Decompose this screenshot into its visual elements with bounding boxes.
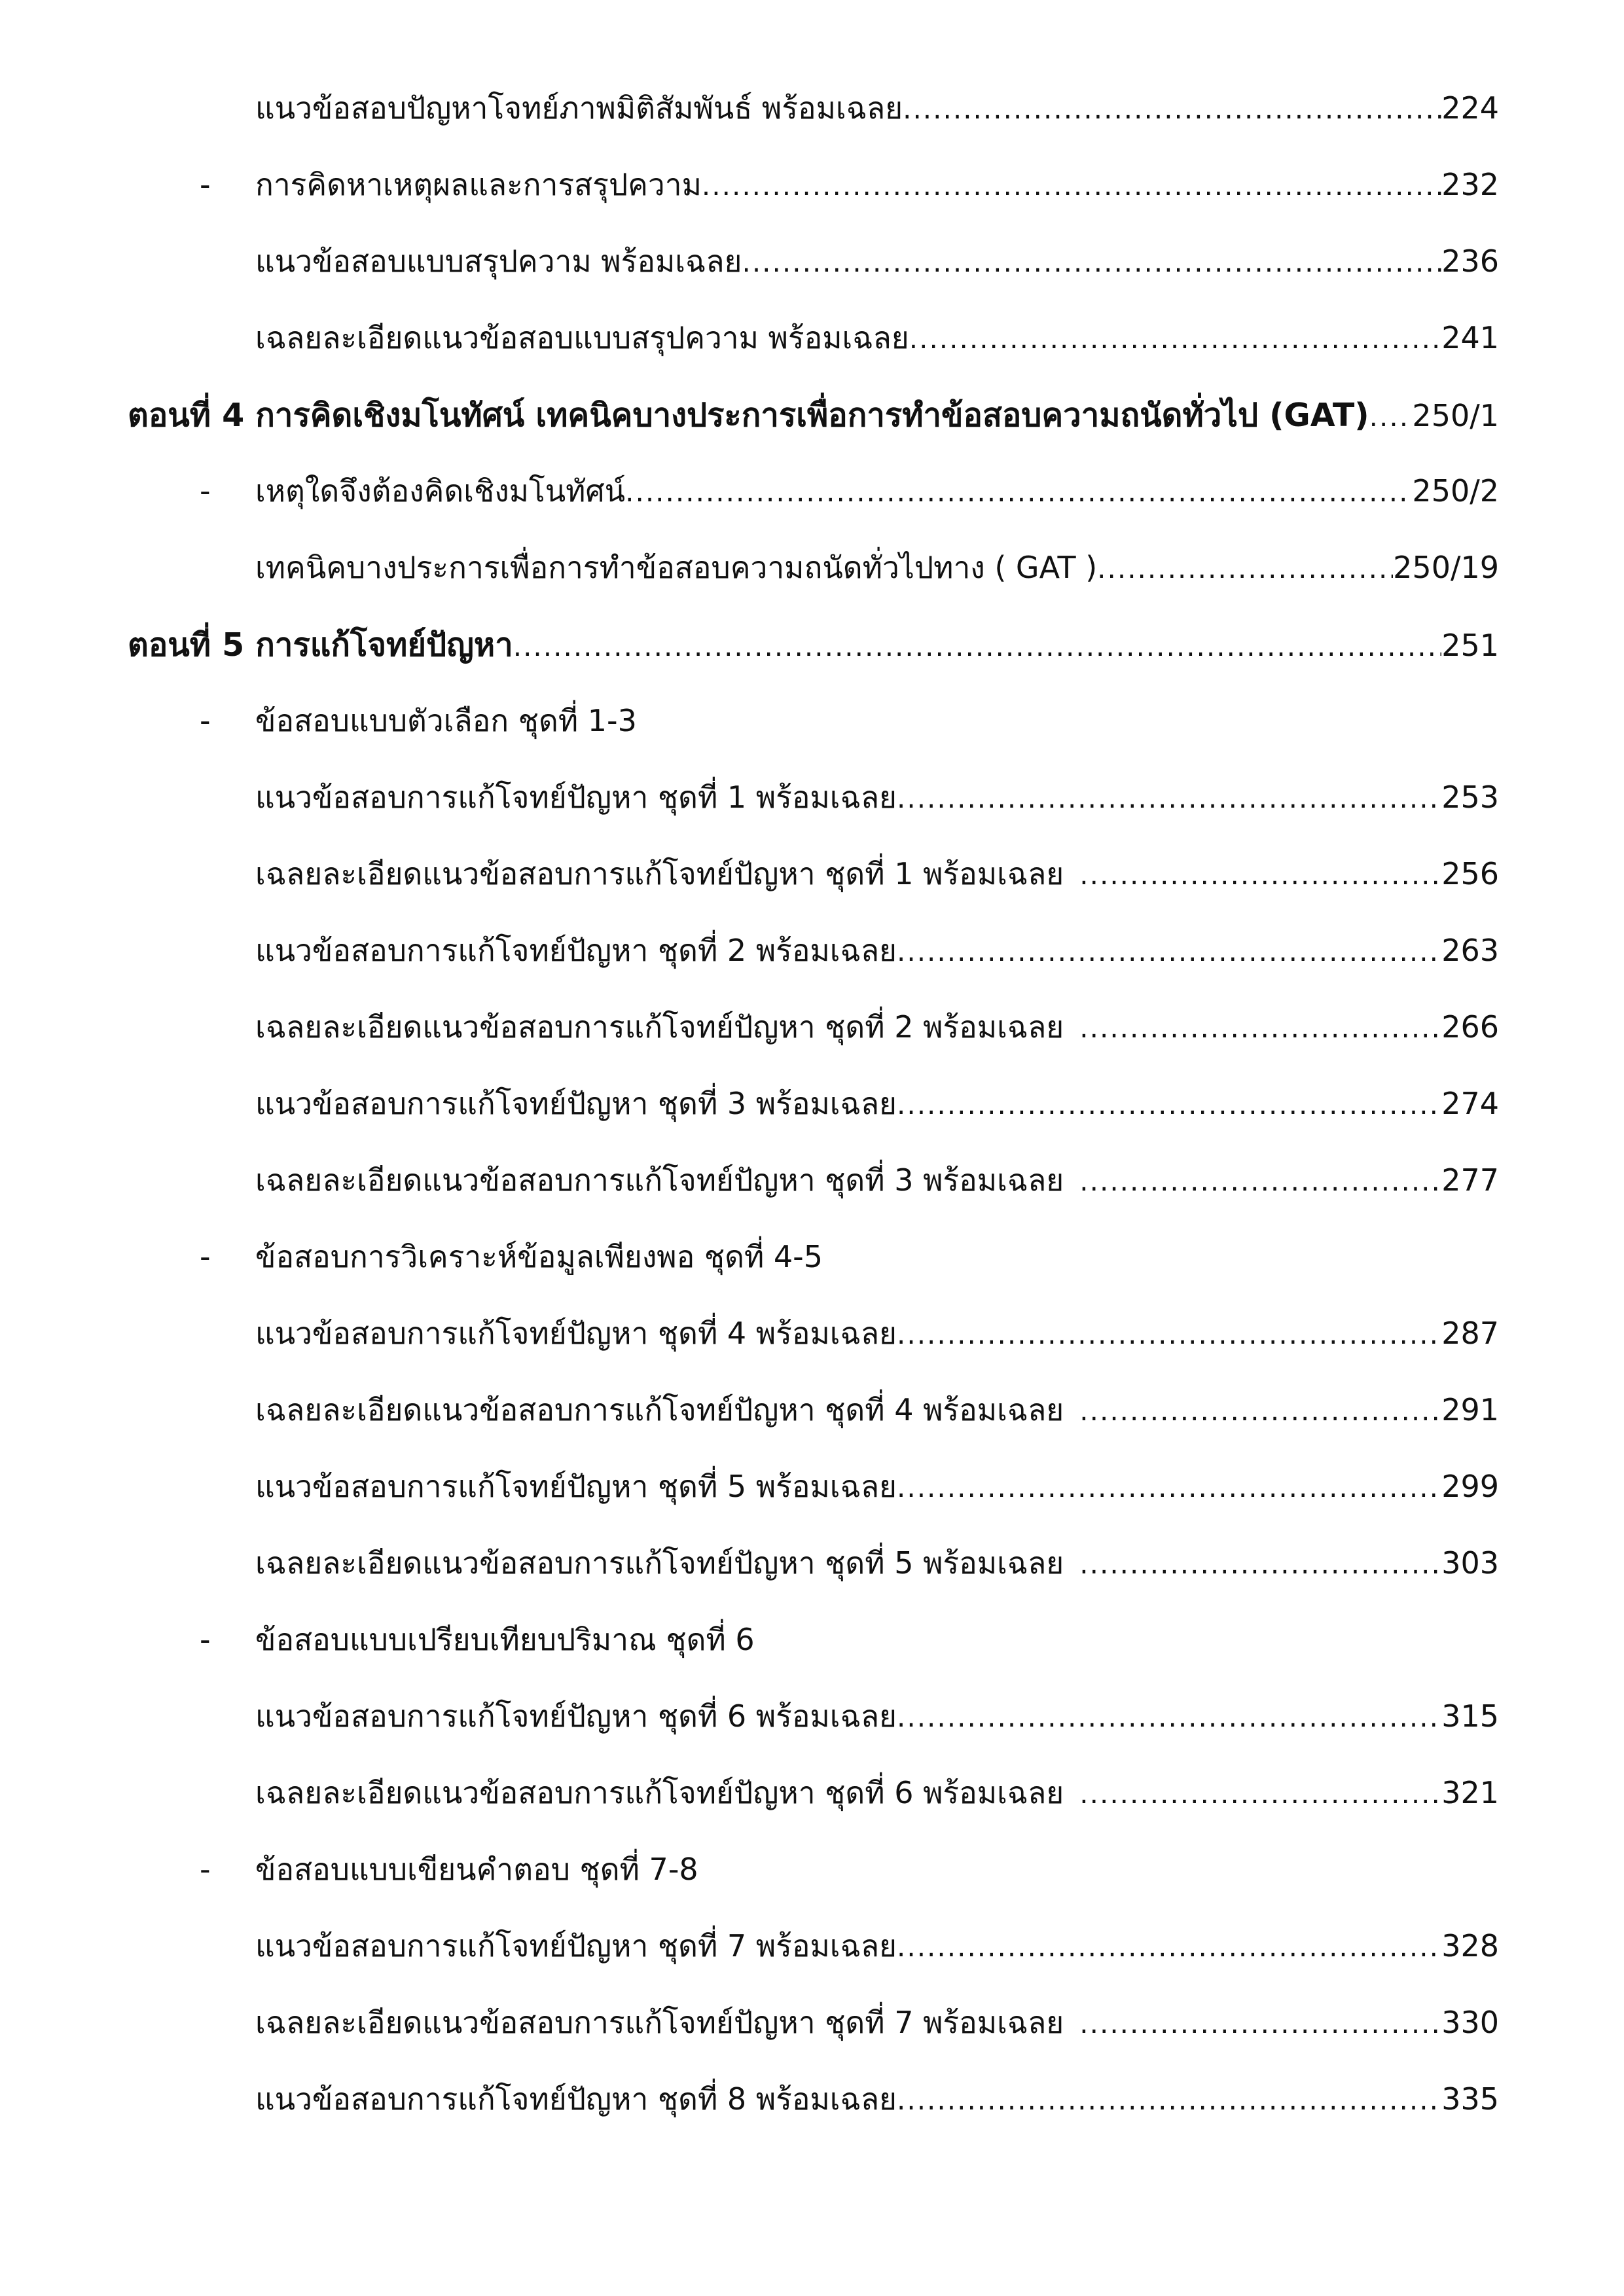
- dot-leader: [1079, 2010, 1441, 2037]
- entry-title: เฉลยละเอียดแนวข้อสอบการแก้โจทย์ปัญหา ชุดที่ 6 พร้อมเฉลย: [255, 1775, 1064, 1810]
- dash-bullet: -: [200, 473, 211, 509]
- page-number: 251: [1441, 628, 1499, 663]
- entry-title: แนวข้อสอบการแก้โจทย์ปัญหา ชุดที่ 8 พร้อมเฉลย: [255, 2081, 897, 2117]
- entry-title: เฉลยละเอียดแนวข้อสอบการแก้โจทย์ปัญหา ชุดที่ 1 พร้อมเฉลย: [255, 856, 1064, 891]
- toc-entry: [128, 525, 1499, 601]
- dot-leader: [1079, 1397, 1441, 1425]
- entry-title: การคิดหาเหตุผลและการสรุปความ: [255, 167, 702, 202]
- dot-leader: [1079, 1168, 1441, 1195]
- entry-title: แนวข้อสอบการแก้โจทย์ปัญหา ชุดที่ 3 พร้อมเฉลย: [255, 1086, 897, 1121]
- entry-title: ตอนที่ 5 การแก้โจทย์ปัญหา: [128, 626, 513, 664]
- toc-entry: [128, 984, 1499, 1061]
- toc-entry: [128, 1903, 1499, 1980]
- toc-entry: [128, 1138, 1499, 1214]
- toc-entry: [128, 1520, 1499, 1597]
- page-number: 250/19: [1393, 550, 1499, 585]
- page-number: 291: [1441, 1392, 1499, 1427]
- entry-title: แนวข้อสอบการแก้โจทย์ปัญหา ชุดที่ 5 พร้อมเฉลย: [255, 1469, 897, 1504]
- page-number: 250/1: [1412, 398, 1499, 433]
- dot-leader: [897, 1321, 1441, 1348]
- toc-entry: [128, 1291, 1499, 1367]
- page-number: 315: [1441, 1698, 1499, 1734]
- entry-title: แนวข้อสอบการแก้โจทย์ปัญหา ชุดที่ 1 พร้อมเฉลย: [255, 780, 897, 815]
- toc-entry: [128, 1061, 1499, 1138]
- toc-entry: [128, 1444, 1499, 1520]
- entry-title: เฉลยละเอียดแนวข้อสอบแบบสรุปความ พร้อมเฉลย: [255, 320, 909, 355]
- entry-title: แนวข้อสอบการแก้โจทย์ปัญหา ชุดที่ 6 พร้อมเฉลย: [255, 1698, 897, 1734]
- entry-title: ข้อสอบแบบเขียนคำตอบ ชุดที่ 7-8: [255, 1852, 698, 1887]
- page-number: 250/2: [1412, 473, 1499, 509]
- dot-leader: [903, 96, 1441, 123]
- page-number: 330: [1441, 2005, 1499, 2040]
- toc-entry: [128, 65, 1499, 142]
- page-number: 241: [1441, 320, 1499, 355]
- toc-entry: [128, 1214, 1499, 1291]
- entry-title: ข้อสอบแบบเปรียบเทียบปริมาณ ชุดที่ 6: [255, 1622, 755, 1657]
- dot-leader: [897, 1474, 1441, 1501]
- toc-entry: [128, 448, 1499, 525]
- toc-entry: [128, 831, 1499, 908]
- page-number: 321: [1441, 1775, 1499, 1810]
- page-number: 299: [1441, 1469, 1499, 1504]
- entry-title: เฉลยละเอียดแนวข้อสอบการแก้โจทย์ปัญหา ชุดที่ 2 พร้อมเฉลย: [255, 1009, 1064, 1045]
- entry-title: เทคนิคบางประการเพื่อการทำข้อสอบความถนัดทั่วไปทาง ( GAT ): [255, 550, 1098, 585]
- page-number: 303: [1441, 1545, 1499, 1581]
- dot-leader: [1079, 861, 1441, 889]
- entry-title: ตอนที่ 4 การคิดเชิงมโนทัศน์ เทคนิคบางประการเพื่อการทำข้อสอบความถนัดทั่วไป (GAT): [128, 397, 1369, 434]
- dot-leader: [897, 1933, 1441, 1961]
- entry-title: เฉลยละเอียดแนวข้อสอบการแก้โจทย์ปัญหา ชุดที่ 4 พร้อมเฉลย: [255, 1392, 1064, 1427]
- page-number: 335: [1441, 2081, 1499, 2117]
- toc-entry: [128, 1367, 1499, 1444]
- toc-entry: [128, 2056, 1499, 2133]
- dash-bullet: -: [200, 1852, 211, 1887]
- toc-section-entry: [128, 372, 1499, 448]
- dot-leader: [513, 633, 1441, 660]
- entry-title: แนวข้อสอบการแก้โจทย์ปัญหา ชุดที่ 2 พร้อมเฉลย: [255, 933, 897, 968]
- entry-title: แนวข้อสอบการแก้โจทย์ปัญหา ชุดที่ 7 พร้อมเฉลย: [255, 1928, 897, 1964]
- toc-entry: [128, 1597, 1499, 1674]
- dash-bullet: -: [200, 167, 211, 202]
- page-number: 277: [1441, 1162, 1499, 1198]
- page-number: 287: [1441, 1316, 1499, 1351]
- page-number: 232: [1441, 167, 1499, 202]
- page-number: 253: [1441, 780, 1499, 815]
- entry-title: เหตุใดจึงต้องคิดเชิงมโนทัศน์: [255, 473, 626, 509]
- toc-entry: [128, 1750, 1499, 1827]
- entry-title: แนวข้อสอบแบบสรุปความ พร้อมเฉลย: [255, 243, 742, 279]
- toc-entry: [128, 1674, 1499, 1750]
- dot-leader: [1079, 1551, 1441, 1578]
- entry-title: แนวข้อสอบการแก้โจทย์ปัญหา ชุดที่ 4 พร้อมเฉลย: [255, 1316, 897, 1351]
- toc-entry: [128, 142, 1499, 219]
- entry-title: เฉลยละเอียดแนวข้อสอบการแก้โจทย์ปัญหา ชุดที่ 7 พร้อมเฉลย: [255, 2005, 1064, 2040]
- dot-leader: [909, 325, 1441, 353]
- toc-entry: [128, 1980, 1499, 2056]
- dot-leader: [897, 938, 1441, 965]
- page-number: 263: [1441, 933, 1499, 968]
- dot-leader: [897, 2087, 1441, 2114]
- toc-section-entry: [128, 601, 1499, 678]
- dot-leader: [1079, 1014, 1441, 1042]
- entry-title: ข้อสอบแบบตัวเลือก ชุดที่ 1-3: [255, 703, 637, 738]
- toc-entry: [128, 755, 1499, 831]
- page-number: 256: [1441, 856, 1499, 891]
- toc-entry: [128, 219, 1499, 295]
- entry-title: ข้อสอบการวิเคราะห์ข้อมูลเพียงพอ ชุดที่ 4-5: [255, 1239, 823, 1274]
- page-number: 236: [1441, 243, 1499, 279]
- toc-entry: [128, 295, 1499, 372]
- toc-entry: [128, 1827, 1499, 1903]
- dash-bullet: -: [200, 1239, 211, 1274]
- dot-leader: [625, 478, 1412, 506]
- toc-entry: [128, 678, 1499, 755]
- dash-bullet: -: [200, 703, 211, 738]
- toc-entry: [128, 908, 1499, 984]
- entry-title: เฉลยละเอียดแนวข้อสอบการแก้โจทย์ปัญหา ชุดที่ 3 พร้อมเฉลย: [255, 1162, 1064, 1198]
- dot-leader: [897, 1091, 1441, 1119]
- entry-title: แนวข้อสอบปัญหาโจทย์ภาพมิติสัมพันธ์ พร้อมเฉลย: [255, 90, 903, 126]
- dot-leader: [742, 249, 1441, 276]
- entry-title: เฉลยละเอียดแนวข้อสอบการแก้โจทย์ปัญหา ชุดที่ 5 พร้อมเฉลย: [255, 1545, 1064, 1581]
- dot-leader: [1079, 1780, 1441, 1808]
- dot-leader: [897, 785, 1441, 812]
- page-number: 266: [1441, 1009, 1499, 1045]
- dot-leader: [702, 172, 1441, 200]
- page-number: 224: [1441, 90, 1499, 126]
- dot-leader: [1097, 555, 1393, 583]
- dash-bullet: -: [200, 1622, 211, 1657]
- page-number: 274: [1441, 1086, 1499, 1121]
- dot-leader: [897, 1704, 1441, 1731]
- dot-leader: [1369, 403, 1413, 431]
- page-number: 328: [1441, 1928, 1499, 1964]
